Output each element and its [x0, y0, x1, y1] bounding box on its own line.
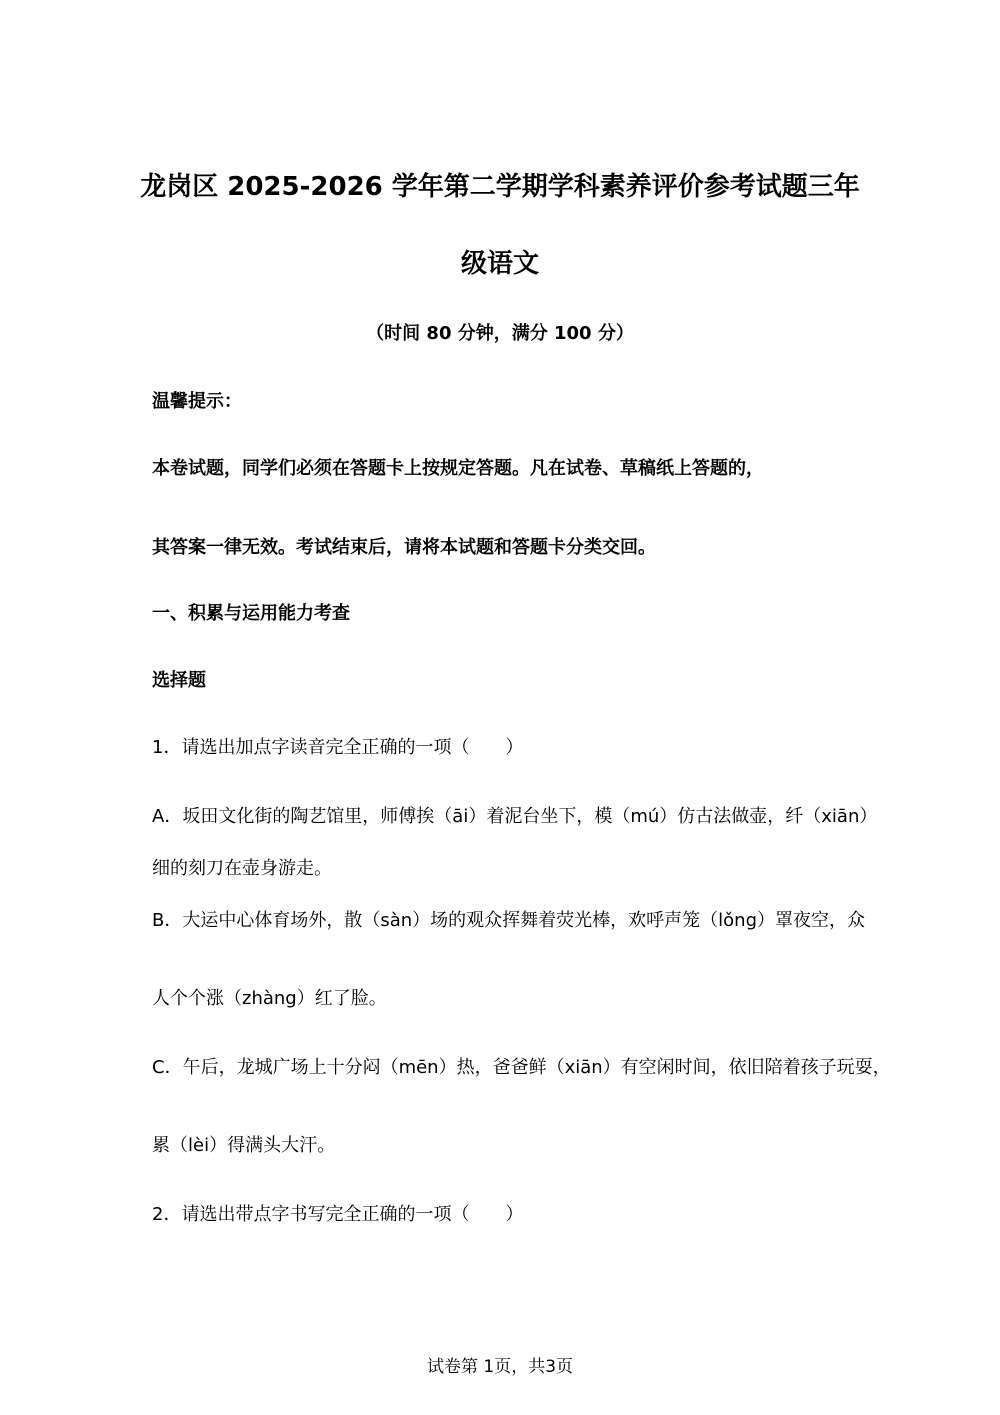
question-2-stem: 2．请选出带点字书写完全正确的一项（ ）	[152, 1204, 524, 1225]
exam-title-line1: 龙岗区 2025-2026 学年第二学期学科素养评价参考试题三年	[140, 172, 860, 202]
question-1-option-b-line2: 人个个涨（zhàng）红了脸。	[152, 988, 387, 1009]
question-1-option-b-line1: B．大运中心体育场外，散（sàn）场的观众挥舞着荧光棒，欢呼声笼（lǒng）罩夜空，众	[152, 910, 866, 931]
subsection-heading: 选择题	[152, 670, 206, 691]
question-1-stem: 1．请选出加点字读音完全正确的一项（ ）	[152, 737, 524, 758]
section-heading: 一、积累与运用能力考查	[152, 603, 350, 624]
notice-line-2: 其答案一律无效。考试结束后，请将本试题和答题卡分类交回。	[152, 537, 656, 558]
question-1-option-a-line1: A．坂田文化街的陶艺馆里，师傅挨（āi）着泥台坐下，模（mú）仿古法做壶，纤（xiān）	[152, 806, 878, 827]
notice-line-1: 本卷试题，同学们必须在答题卡上按规定答题。凡在试卷、草稿纸上答题的，	[152, 458, 764, 479]
question-1-option-c-line2: 累（lèi）得满头大汗。	[152, 1135, 336, 1156]
exam-subtitle: （时间 80 分钟，满分 100 分）	[366, 323, 634, 344]
exam-title-line2: 级语文	[460, 249, 539, 279]
notice-heading: 温馨提示：	[152, 391, 242, 412]
question-1-option-c-line1: C．午后，龙城广场上十分闷（mēn）热，爸爸鲜（xiān）有空闲时间，依旧陪着孩子玩耍，	[152, 1057, 891, 1078]
question-1-option-a-line2: 细的刻刀在壶身游走。	[152, 858, 332, 879]
page-footer: 试卷第 1页，共3页	[426, 1357, 574, 1377]
